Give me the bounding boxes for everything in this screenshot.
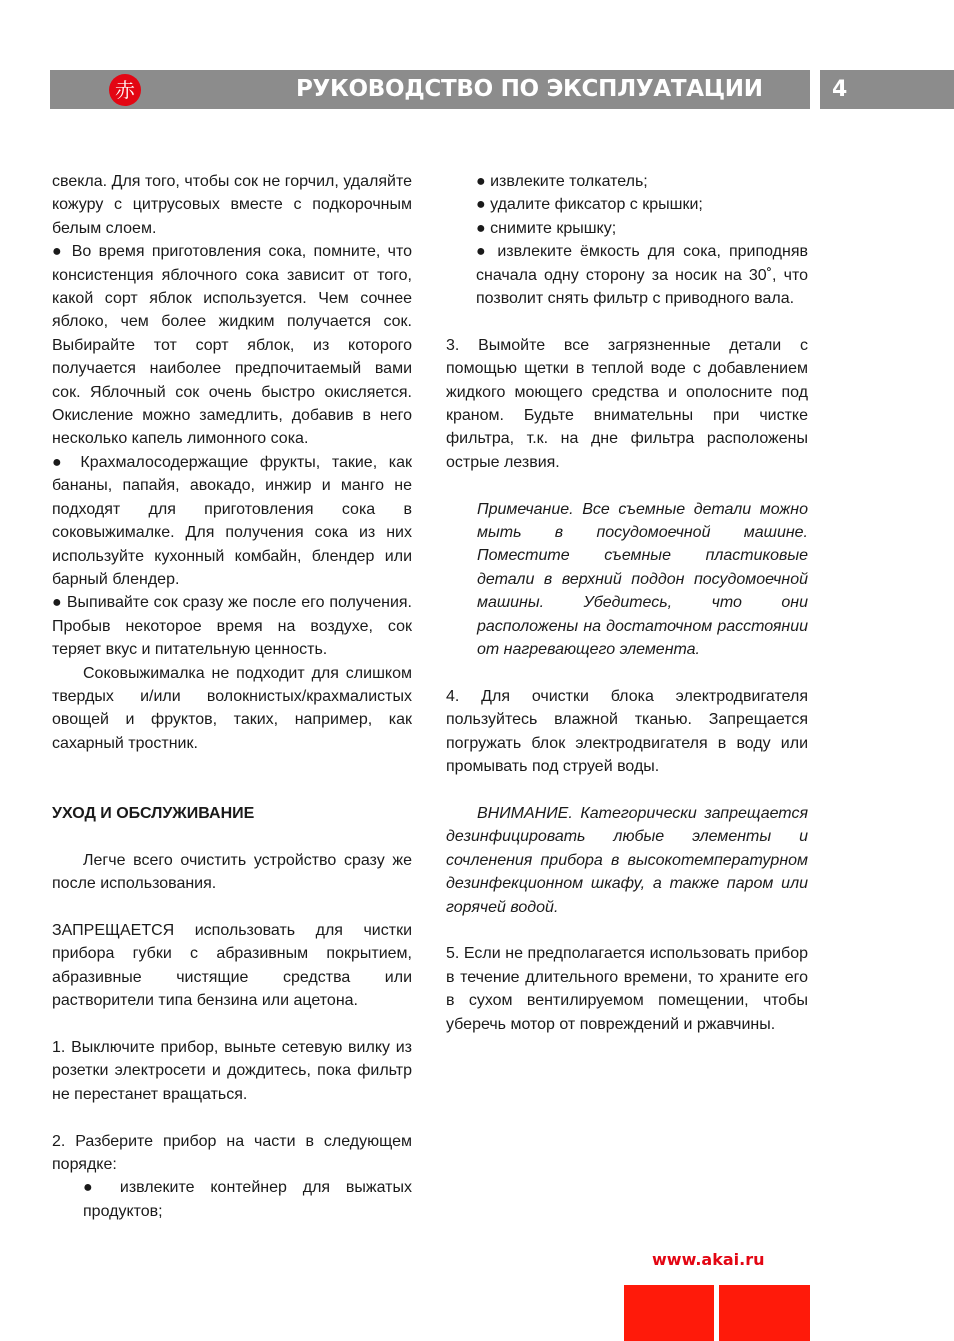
- step-3: 3. Вымойте все загрязненные детали с помощью щетки в теплой воде с добавлением жидкого моющего средства и ополосните под краном. Будьте внимательны при чистке фильтра, т.к. на дне фильтра расположены острые лезвия.: [446, 336, 808, 471]
- paragraph-not-suitable: Соковыжималка не подходит для слишком твердых и/или волокнистых/крахмалистых овощей и фруктов, таких, например, как сахарный тростник.: [52, 664, 412, 752]
- paragraph-prohibited: ЗАПРЕЩАЕТСЯ использовать для чистки прибора губки с абразивным покрытием, абразивные чистящие средства или растворители типа бензина или ацетона.: [52, 921, 412, 1010]
- left-column: [52, 170, 412, 1223]
- akai-logo-icon: 赤: [109, 74, 141, 106]
- footer-red-block: [624, 1285, 714, 1341]
- list-item: ● удалите фиксатор с крышки;: [476, 196, 703, 214]
- bullet-starchy-fruits: ● Крахмалосодержащие фрукты, такие, как бананы, папайя, авокадо, инжир и манго не подходят для приготовления сока в соковыжималке. Для получения сока из них используйте кухонный комбайн, блендер или барный блендер.: [52, 453, 412, 588]
- page-number: 4: [832, 77, 848, 102]
- footer-red-block: [719, 1285, 810, 1341]
- bullet-apple-juice: ● Во время приготовления сока, помните, что консистенция яблочного сока зависит от того, какой сорт яблок используется. Чем сочнее яблоко, чем более жидким получается сок. Выбирайте тот сорт яблок, из которого получается наиболее предпочитаемый вами сок. Яблочный сок очень быстро окисляется. Окисление можно замедлить, добавив в него несколько капель лимонного сока.: [52, 243, 412, 448]
- list-item: ● снимите крышку;: [476, 219, 617, 237]
- disassembly-list: [446, 170, 808, 310]
- paragraph-beet: свекла. Для того, чтобы сок не горчил, удаляйте кожуру с цитрусовых вместе с подкорочным белым слоем.: [52, 173, 412, 237]
- website-url: www.akai.ru: [652, 1250, 765, 1269]
- page-title: РУКОВОДСТВО ПО ЭКСПЛУАТАЦИИ: [296, 76, 763, 102]
- list-item: ● извлеките ёмкость для сока, приподняв сначала одну сторону за носик на 30˚, что позволит снять фильтр с приводного вала.: [476, 243, 808, 308]
- step-5: 5. Если не предполагается использовать прибор в течение длительного времени, то храните его в сухом вентилируемом помещении, чтобы уберечь мотор от повреждений и ржавчины.: [446, 945, 808, 1033]
- list-item: ● извлеките толкатель;: [476, 173, 648, 190]
- right-column: [446, 170, 808, 1036]
- step-4: 4. Для очистки блока электродвигателя пользуйтесь влажной тканью. Запрещается погружать блок электродвигателя в воду или промывать под струей воды.: [446, 687, 808, 776]
- section-title-care: УХОД И ОБСЛУЖИВАНИЕ: [52, 804, 255, 822]
- bullet-drink-immediately: ● Выпивайте сок сразу же после его получения. Пробыв некоторое время на воздухе, сок теряет вкус и питательную ценность.: [52, 594, 412, 659]
- note-dishwasher: Примечание. Все съемные детали можно мыть в посудомоечной машине. Поместите съемные пластиковые детали в верхний поддон посудомоечной машины. Убедитесь, что они расположены на достаточном расстоянии от нагревающего элемента.: [477, 500, 808, 659]
- paragraph-clean-after-use: Легче всего очистить устройство сразу же после использования.: [52, 851, 412, 893]
- step-2: 2. Разберите прибор на части в следующем порядке:: [52, 1132, 412, 1173]
- warning-disinfection: ВНИМАНИЕ. Категорически запрещается дезинфицировать любые элементы и сочленения прибора в высокотемпературном дезинфекционном шкафу, а также паром или горячей водой.: [446, 804, 808, 916]
- step-2-bullet-container: ● извлеките контейнер для выжатых продуктов;: [83, 1179, 412, 1220]
- step-1: 1. Выключите прибор, выньте сетевую вилку из розетки электросети и дождитесь, пока фильтр не перестанет вращаться.: [52, 1038, 412, 1103]
